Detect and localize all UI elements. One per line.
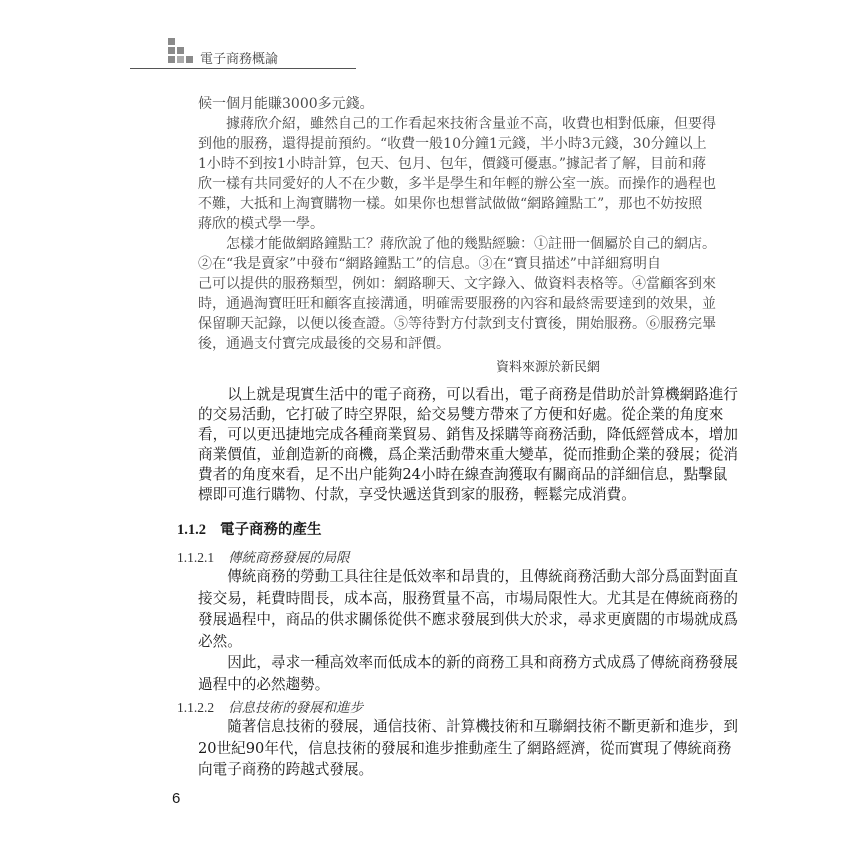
paragraph-summary xyxy=(198,385,738,505)
subsection-body xyxy=(198,716,738,781)
subsection-number: 1.1.2.2 xyxy=(177,700,215,715)
text-line: 到他的服務，還得提前預約。“收費一般10分鐘1元錢，半小時3元錢，30分鐘以上 xyxy=(198,136,707,152)
text-line: 標即可進行購物、付款，享受快遞送貨到家的服務，輕鬆完成消費。 xyxy=(198,486,636,503)
subsection-title: 傳統商務發展的局限 xyxy=(228,550,350,566)
text-line: 必然。 xyxy=(198,632,242,650)
text-line: ②在“我是賣家”中發布“網路鐘點工”的信息。③在“寶貝描述”中詳細寫明自 xyxy=(198,256,661,272)
text-line: 時，通過淘寶旺旺和顧客直接溝通，明確需要服務的內容和最終需要達到的效果，並 xyxy=(198,296,716,312)
text-line: 接交易，耗費時間長，成本高，服務質量不高，市場局限性大。尤其是在傳統商務的 xyxy=(198,589,738,607)
text-line: 1小時不到按1小時計算，包天、包月、包年，價錢可優惠。”據記者了解，目前和蔣 xyxy=(198,156,706,172)
text-line: 20世紀90年代，信息技術的發展和進步推動產生了網路經濟，從而實現了傳統商務 xyxy=(198,739,732,757)
text-line: 費者的角度來看，足不出户能夠24小時在線查詢獲取有關商品的詳細信息，點擊鼠 xyxy=(198,466,728,483)
text-line: 過程中的必然趨勢。 xyxy=(198,675,330,693)
quoted-story xyxy=(198,94,716,354)
text-line: 候一個月能賺3000多元錢。 xyxy=(198,96,374,112)
subsection-heading xyxy=(177,696,363,716)
section-heading xyxy=(177,518,322,539)
text-line: 看，可以更迅捷地完成各種商業貿易、銷售及採購等商務活動，降低經營成本，增加 xyxy=(198,426,738,443)
quote-source: 資料來源於新民網 xyxy=(495,360,600,375)
text-line: 後，通過支付寶完成最後的交易和評價。 xyxy=(198,336,450,352)
text-line: 發展過程中，商品的供求關係從供不應求發展到供大於求，尋求更廣闊的市場就成爲 xyxy=(198,611,738,628)
subsection-heading xyxy=(177,546,350,566)
section-number: 1.1.2 xyxy=(177,522,206,538)
text-line: 蔣欣的模式學一學。 xyxy=(198,216,324,232)
text-line: 己可以提供的服務類型，例如：網路聊天、文字錄入、做資料表格等。④當顧客到來 xyxy=(198,276,716,292)
text-line: 隨著信息技術的發展，通信技術、計算機技術和互聯網技術不斷更新和進步，到 xyxy=(198,718,738,735)
text-line: 不難，大抵和上淘寶購物一樣。如果你也想嘗試做做“網路鐘點工”，那也不妨按照 xyxy=(198,196,703,212)
header-squares-icon xyxy=(168,38,194,64)
subsection-body xyxy=(198,566,738,695)
text-line: 保留聊天記錄，以便以後查證。⑤等待對方付款到支付寶後，開始服務。⑥服務完畢 xyxy=(198,316,716,332)
text-line: 向電子商務的跨越式發展。 xyxy=(198,761,374,778)
text-line: 傳統商務的勞動工具往往是低效率和昂貴的，且傳統商務活動大部分爲面對面直 xyxy=(198,568,738,585)
text-line: 商業價值，並創造新的商機，爲企業活動帶來重大變革，從而推動企業的發展；從消 xyxy=(198,446,738,463)
subsection-number: 1.1.2.1 xyxy=(177,550,215,565)
text-line: 的交易活動，它打破了時空界限，給交易雙方帶來了方便和好處。從企業的角度來 xyxy=(198,406,724,423)
text-line: 怎樣才能做網路鐘點工？蔣欣說了他的幾點經驗：①註冊一個屬於自己的網店。 xyxy=(198,236,716,252)
section-title: 電子商務的產生 xyxy=(220,522,322,538)
text-line: 據蔣欣介紹，雖然自己的工作看起來技術含量並不高，收費也相對低廉，但要得 xyxy=(198,116,716,132)
text-line: 以上就是現實生活中的電子商務，可以看出，電子商務是借助於計算機網路進行 xyxy=(198,386,738,403)
page-number: 6 xyxy=(172,790,181,807)
running-header-title: 電子商務概論 xyxy=(200,52,279,67)
header-rule xyxy=(130,68,356,69)
text-line: 欣一樣有共同愛好的人不在少數，多半是學生和年輕的辦公室一族。而操作的過程也 xyxy=(198,176,716,192)
text-line: 因此，尋求一種高效率而低成本的新的商務工具和商務方式成爲了傳統商務發展 xyxy=(198,654,738,671)
subsection-title: 信息技術的發展和進步 xyxy=(228,700,364,716)
